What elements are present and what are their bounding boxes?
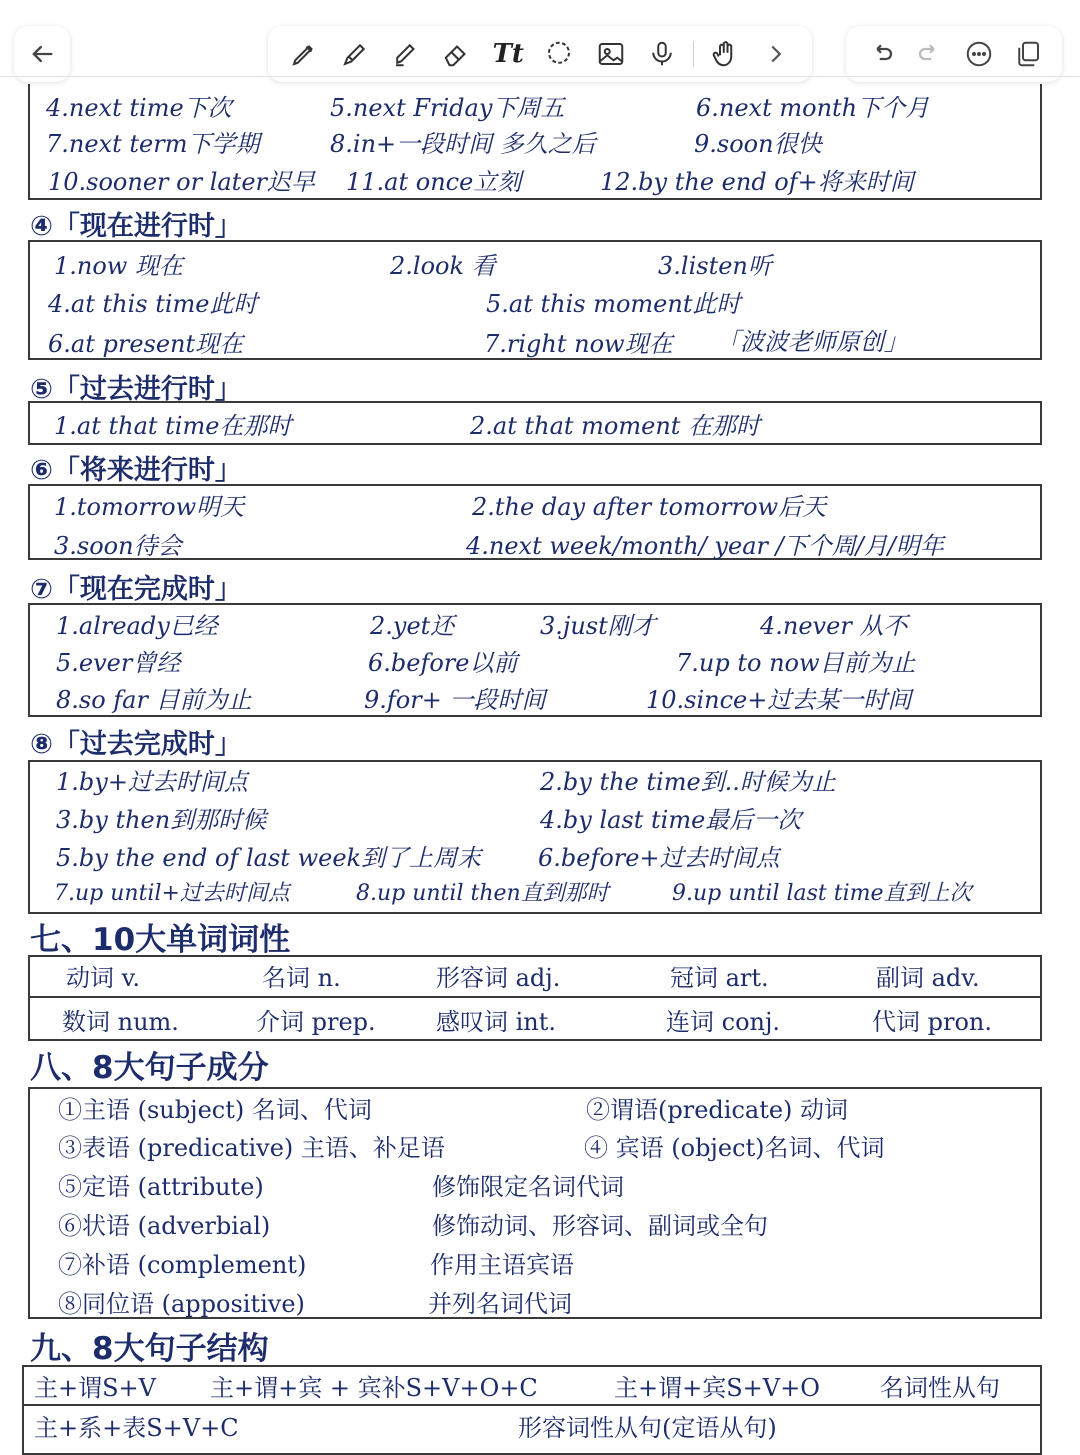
note-text: 8.so far 目前为止 <box>56 686 252 714</box>
note-text: 4.by last time最后一次 <box>540 806 802 834</box>
note-text: 代词 pron. <box>872 1008 992 1036</box>
section-title-future-continuous: ⑥「将来进行时」 <box>30 455 242 486</box>
text-tool-icon: Tt <box>492 39 524 69</box>
back-button[interactable] <box>14 26 70 82</box>
section-title-past-perfect: ⑧「过去完成时」 <box>30 729 242 760</box>
note-text: 6.at present现在 <box>48 330 244 358</box>
microphone-tool[interactable] <box>642 34 682 74</box>
chevron-right-icon <box>761 39 791 69</box>
pencil-icon <box>340 39 370 69</box>
note-text: 冠词 art. <box>670 964 769 992</box>
note-text: 副词 adv. <box>876 964 980 992</box>
note-text: 7.next term下学期 <box>46 130 260 158</box>
note-text: 名词 n. <box>262 964 341 992</box>
note-text: 动词 v. <box>66 964 140 992</box>
toolbar-bottom-border <box>0 76 1080 77</box>
note-text: 4.next week/month/ year /下个周/月/明年 <box>466 532 944 560</box>
note-text: 作用主语宾语 <box>430 1251 574 1279</box>
note-text: 介词 prep. <box>256 1008 376 1036</box>
redo-icon <box>915 39 945 69</box>
eraser-tool[interactable] <box>437 34 477 74</box>
more-button[interactable] <box>959 34 999 74</box>
note-text: 5.by the end of last week到了上周末 <box>56 844 482 872</box>
note-text: 10.since+过去某一时间 <box>646 686 912 714</box>
gesture-hand-icon <box>710 39 740 69</box>
note-text: 修饰动词、形容词、副词或全句 <box>432 1212 768 1240</box>
redo-button[interactable] <box>910 34 950 74</box>
note-text: 1.by+过去时间点 <box>56 768 248 796</box>
note-text: 并列名词代词 <box>428 1290 572 1318</box>
note-text: ⑧同位语 (appositive) <box>58 1290 305 1318</box>
note-text: 2.yet还 <box>370 612 455 640</box>
note-text: 12.by the end of+将来时间 <box>600 168 914 196</box>
gesture-tool[interactable] <box>705 34 745 74</box>
section-title-present-continuous: ④「现在进行时」 <box>30 211 242 242</box>
toolbar <box>0 0 1080 84</box>
part-title-sentence-elements: 八、8大句子成分 <box>30 1050 269 1086</box>
note-text: ⑥状语 (adverbial) <box>58 1212 271 1240</box>
note-text: 3.just刚才 <box>540 612 656 640</box>
note-text: 7.right now现在 <box>484 330 673 358</box>
note-text: 修饰限定名词代词 <box>432 1173 624 1201</box>
note-text: 4.never 从不 <box>760 612 908 640</box>
note-text: 9.soon很快 <box>694 130 822 158</box>
note-text: 数词 num. <box>62 1008 179 1036</box>
note-text: 11.at once立刻 <box>346 168 522 196</box>
section-title-present-perfect: ⑦「现在完成时」 <box>30 574 242 605</box>
part-title-sentence-structures: 九、8大句子结构 <box>30 1331 269 1367</box>
note-text: 3.soon待会 <box>54 532 182 560</box>
note-text: 7.up until+过去时间点 <box>54 881 290 906</box>
note-text: 6.before以前 <box>368 649 518 677</box>
note-text: 6.next month下个月 <box>696 94 930 122</box>
microphone-icon <box>647 39 677 69</box>
note-text: 1.now 现在 <box>54 252 183 280</box>
note-text: ①主语 (subject) 名词、代词 <box>58 1096 372 1124</box>
note-text: 8.in+一段时间 多久之后 <box>330 130 596 158</box>
note-text: 5.at this moment此时 <box>486 290 741 318</box>
note-text: 形容词 adj. <box>436 964 561 992</box>
drawing-tools <box>268 26 812 82</box>
note-text: 7.up to now目前为止 <box>676 649 916 677</box>
arrow-left-icon <box>28 40 56 68</box>
note-text: 6.before+过去时间点 <box>538 844 780 872</box>
eraser-icon <box>442 39 472 69</box>
note-text: 9.for+ 一段时间 <box>364 686 546 714</box>
history-tools <box>846 26 1062 82</box>
undo-button[interactable] <box>861 34 901 74</box>
note-text: ④ 宾语 (object)名词、代词 <box>584 1134 885 1162</box>
note-text: 1.at that time在那时 <box>54 412 292 440</box>
note-text: 5.ever曾经 <box>56 649 181 677</box>
more-icon <box>964 39 994 69</box>
note-text: 名词性从句 <box>880 1374 1000 1402</box>
lasso-icon <box>544 39 574 69</box>
note-text: 5.next Friday下周五 <box>330 94 565 122</box>
note-text: 「波波老师原创」 <box>716 328 908 356</box>
section-title-past-continuous: ⑤「过去进行时」 <box>30 374 242 405</box>
toolbar-divider <box>693 41 694 67</box>
lasso-tool[interactable] <box>539 34 579 74</box>
note-text: 2.look 看 <box>390 252 496 280</box>
note-text: 1.already已经 <box>56 612 218 640</box>
note-text: 形容词性从句(定语从句) <box>518 1414 777 1442</box>
note-text: ③表语 (predicative) 主语、补足语 <box>58 1134 445 1162</box>
table-divider <box>22 1404 1042 1406</box>
highlighter-icon <box>391 39 421 69</box>
note-text: 主+谓+宾 + 宾补S+V+O+C <box>210 1374 538 1402</box>
table-divider <box>28 996 1042 998</box>
note-text: ⑦补语 (complement) <box>58 1251 307 1279</box>
pen-icon <box>289 39 319 69</box>
more-tools-button[interactable] <box>756 34 796 74</box>
note-text: 4.next time下次 <box>46 94 232 122</box>
image-icon <box>596 39 626 69</box>
note-text: ②谓语(predicate) 动词 <box>586 1096 849 1124</box>
note-text: 主+谓+宾S+V+O <box>614 1374 820 1402</box>
image-tool[interactable] <box>591 34 631 74</box>
note-text: 10.sooner or later迟早 <box>48 168 315 196</box>
part-title-parts-of-speech: 七、10大单词词性 <box>30 922 291 958</box>
note-text: 3.by then到那时候 <box>56 806 267 834</box>
text-tool[interactable] <box>488 34 528 74</box>
undo-icon <box>866 39 896 69</box>
note-text: 8.up until then直到那时 <box>356 881 609 906</box>
highlighter-tool[interactable] <box>386 34 426 74</box>
note-text: 主+谓S+V <box>34 1374 156 1402</box>
note-text: 主+系+表S+V+C <box>34 1414 239 1442</box>
note-text: 1.tomorrow明天 <box>54 493 245 521</box>
note-text: 感叹词 int. <box>436 1008 557 1036</box>
note-text: 2.by the time到..时候为止 <box>540 768 836 796</box>
note-text: 连词 conj. <box>666 1008 781 1036</box>
pages-icon <box>1013 39 1043 69</box>
pen-tool[interactable] <box>284 34 324 74</box>
note-text: ⑤定语 (attribute) <box>58 1173 264 1201</box>
note-text: 3.listen听 <box>658 252 772 280</box>
note-text: 9.up until last time直到上次 <box>672 881 972 906</box>
pencil-tool[interactable] <box>335 34 375 74</box>
pages-button[interactable] <box>1008 34 1048 74</box>
note-text: 2.the day after tomorrow后天 <box>472 493 827 521</box>
note-text: 2.at that moment 在那时 <box>470 412 761 440</box>
note-text: 4.at this time此时 <box>48 290 258 318</box>
